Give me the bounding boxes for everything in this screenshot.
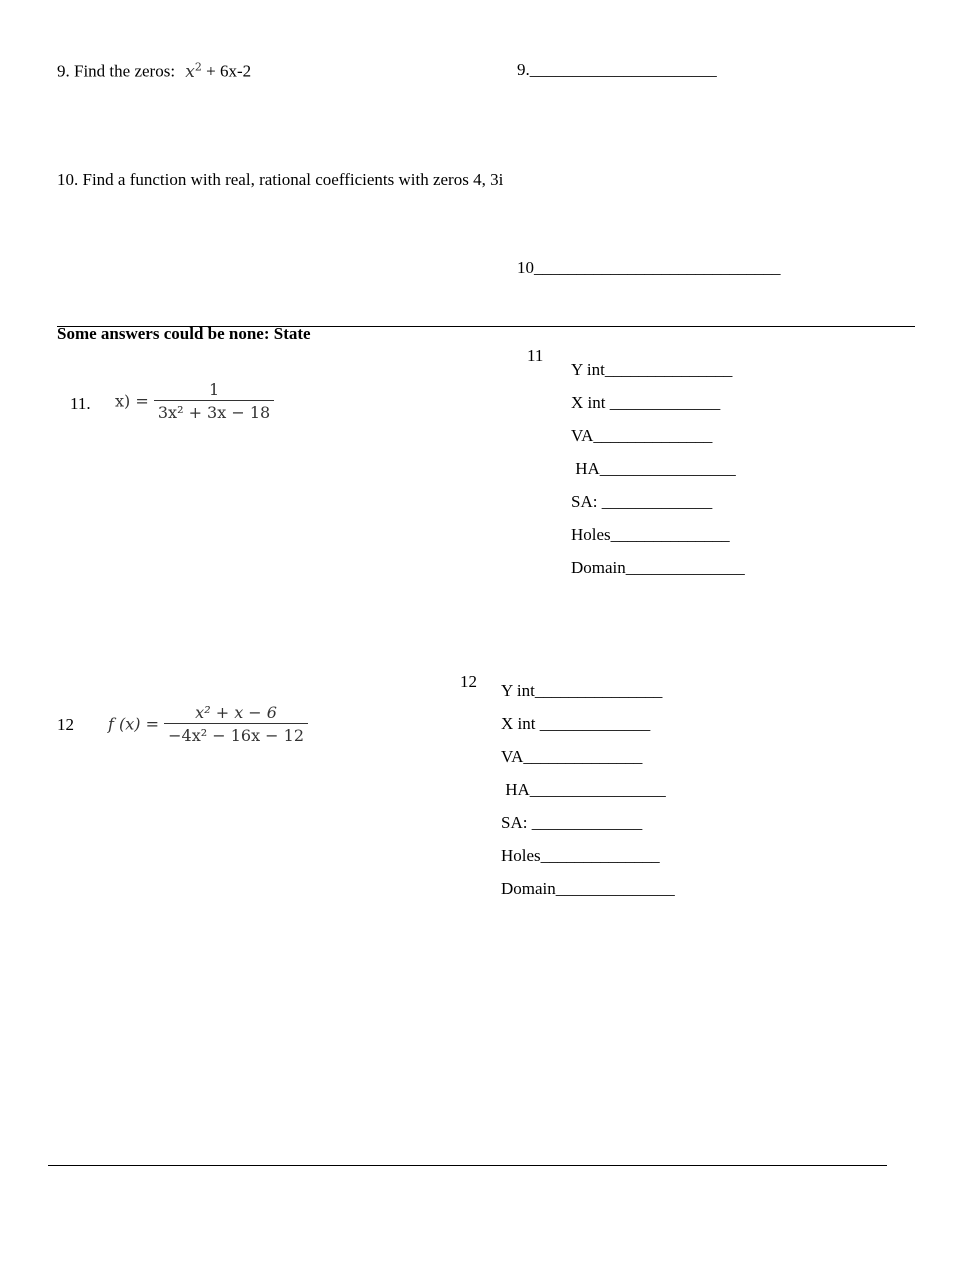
question-11-holes-blank[interactable]: Holes______________ [571, 525, 730, 544]
question-12-va-blank[interactable]: VA______________ [501, 747, 643, 766]
question-12-y-int-blank[interactable]: Y int_______________ [501, 681, 663, 700]
question-12-function [108, 703, 308, 745]
question-12-x-int-blank[interactable]: X int _____________ [501, 714, 651, 733]
question-12-label: 12 [57, 715, 74, 734]
question-12-fraction [164, 703, 308, 745]
question-9-exponent: 2 [194, 60, 202, 73]
question-11-fraction [154, 380, 274, 422]
question-11-label: 11. [70, 394, 91, 413]
question-9-variable: x [185, 61, 195, 82]
question-12-lhs: f (x) = [108, 714, 160, 734]
question-12-answer-number: 12 [460, 672, 477, 691]
question-11-answer-list [571, 360, 745, 591]
question-11-y-int-blank[interactable]: Y int_______________ [571, 360, 733, 379]
question-11-denominator: 3x² + 3x − 18 [154, 400, 274, 422]
question-11-sa-blank[interactable]: SA: _____________ [571, 492, 713, 511]
question-11-x-int-blank[interactable]: X int _____________ [571, 393, 721, 412]
question-10-text: 10. Find a function with real, rational coefficients with zeros 4, 3i [57, 170, 504, 189]
question-12-numerator: x² + x − 6 [195, 703, 277, 722]
question-9-expression [185, 62, 202, 82]
question-12-domain-blank[interactable]: Domain______________ [501, 879, 675, 898]
question-11-numerator: 1 [208, 380, 220, 399]
question-12-ha-blank[interactable]: HA________________ [501, 780, 666, 799]
section-heading: Some answers could be none: State [57, 324, 311, 343]
question-11-ha-blank[interactable]: HA________________ [571, 459, 736, 478]
question-11-function [115, 380, 274, 422]
question-10-answer-blank[interactable]: 10_____________________________ [517, 258, 781, 277]
question-11-lhs: x) = [115, 391, 149, 411]
question-11-domain-blank[interactable]: Domain______________ [571, 558, 745, 577]
question-12-answer-list [501, 681, 675, 912]
question-9-answer-blank[interactable]: 9.______________________ [517, 60, 717, 79]
question-11-va-blank[interactable]: VA______________ [571, 426, 713, 445]
question-11-answer-number: 11 [527, 346, 544, 365]
question-9-label: 9. Find the zeros: [57, 61, 176, 81]
question-12-holes-blank[interactable]: Holes______________ [501, 846, 660, 865]
question-9-expression-rest: + 6x-2 [201, 61, 252, 81]
question-12-denominator: −4x² − 16x − 12 [164, 723, 308, 745]
bottom-divider [48, 1165, 887, 1166]
question-9 [57, 60, 251, 82]
question-12-sa-blank[interactable]: SA: _____________ [501, 813, 643, 832]
